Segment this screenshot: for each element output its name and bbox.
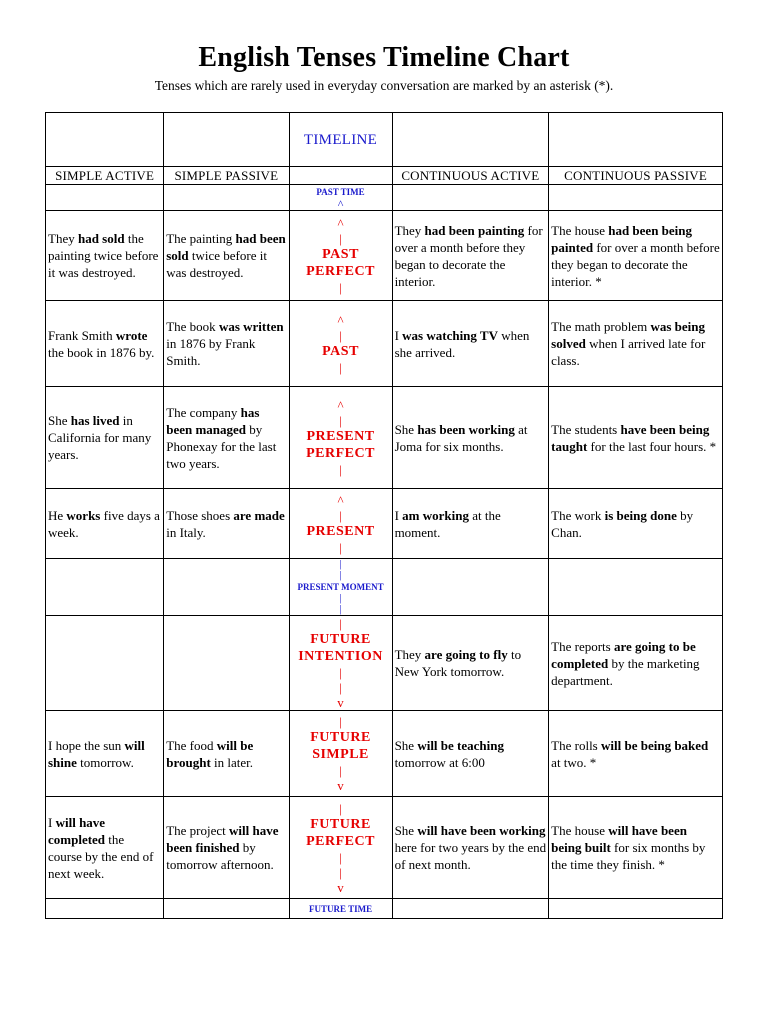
empty-cell — [46, 616, 164, 711]
future-intention-continuous-active: They are going to fly to New York tomorrow. — [392, 616, 549, 711]
future-time-row — [46, 899, 723, 919]
empty-cell — [164, 113, 289, 167]
empty-cell — [549, 113, 723, 167]
future-simple-label: | FUTURE SIMPLE | v — [289, 711, 392, 797]
present-simple-active: He works five days a week. — [46, 489, 164, 559]
future-simple-continuous-active: She will be teaching tomorrow at 6:00 — [392, 711, 549, 797]
empty-cell — [46, 185, 164, 211]
header-continuous-passive: CONTINUOUS PASSIVE — [549, 167, 723, 185]
past-simple-passive: The book was written in 1876 by Frank Smith. — [164, 301, 289, 387]
future-perfect-simple-passive: The project will have been finished by tomorrow afternoon. — [164, 797, 289, 899]
past-time-row — [46, 185, 723, 211]
table-title-row — [46, 113, 723, 167]
empty-cell — [392, 113, 549, 167]
empty-cell — [392, 559, 549, 616]
column-header-row — [46, 167, 723, 185]
present-continuous-active: I am working at the moment. — [392, 489, 549, 559]
present-simple-passive: Those shoes are made in Italy. — [164, 489, 289, 559]
page-subtitle: Tenses which are rarely used in everyday conversation are marked by an asterisk (*). — [154, 78, 614, 93]
empty-cell — [392, 899, 549, 919]
future-simple-continuous-passive: The rolls will be being baked at two. * — [549, 711, 723, 797]
past-perfect-simple-passive: The painting had been sold twice before it was destroyed. — [164, 211, 289, 301]
header-simple-active: SIMPLE ACTIVE — [46, 167, 164, 185]
empty-cell — [549, 559, 723, 616]
present-perfect-continuous-active: She has been working at Joma for six months. — [392, 387, 549, 489]
present-moment-marker: | | PRESENT MOMENT | | — [289, 559, 392, 616]
future-simple-simple-passive: The food will be brought in later. — [164, 711, 289, 797]
future-perfect-continuous-active: She will have been working here for two years by the end of next month. — [392, 797, 549, 899]
past-perfect-continuous-active: They had been painting for over a month before they began to decorate the interior. — [392, 211, 549, 301]
future-intention-label: | FUTURE INTENTION | | v — [289, 616, 392, 711]
page-title: English Tenses Timeline Chart — [198, 42, 570, 73]
empty-cell — [164, 559, 289, 616]
empty-cell — [164, 185, 289, 211]
table-row — [46, 797, 723, 899]
past-perfect-continuous-passive: The house had been being painted for over a month before they began to decorate the interior. * — [549, 211, 723, 301]
future-perfect-simple-active: I will have completed the course by the end of next week. — [46, 797, 164, 899]
past-time-marker: PAST TIME ^ — [289, 185, 392, 211]
future-time-marker: FUTURE TIME — [289, 899, 392, 919]
past-perfect-label: ^ | PAST PERFECT | — [289, 211, 392, 301]
header-timeline-blank — [289, 167, 392, 185]
table-row — [46, 211, 723, 301]
empty-cell — [164, 899, 289, 919]
present-perfect-continuous-passive: The students have been being taught for the last four hours. * — [549, 387, 723, 489]
future-perfect-label: | FUTURE PERFECT | | v — [289, 797, 392, 899]
table-row — [46, 616, 723, 711]
past-continuous-passive: The math problem was being solved when I arrived late for class. — [549, 301, 723, 387]
present-perfect-simple-passive: The company has been managed by Phonexay for the last two years. — [164, 387, 289, 489]
empty-cell — [549, 185, 723, 211]
past-label: ^ | PAST | — [289, 301, 392, 387]
present-label: ^ | PRESENT | — [289, 489, 392, 559]
table-row — [46, 489, 723, 559]
header-continuous-active: CONTINUOUS ACTIVE — [392, 167, 549, 185]
empty-cell — [46, 113, 164, 167]
empty-cell — [549, 899, 723, 919]
present-moment-row — [46, 559, 723, 616]
header-simple-passive: SIMPLE PASSIVE — [164, 167, 289, 185]
future-simple-simple-active: I hope the sun will shine tomorrow. — [46, 711, 164, 797]
present-continuous-passive: The work is being done by Chan. — [549, 489, 723, 559]
future-perfect-continuous-passive: The house will have been being built for six months by the time they finish. * — [549, 797, 723, 899]
empty-cell — [46, 899, 164, 919]
past-continuous-active: I was watching TV when she arrived. — [392, 301, 549, 387]
table-row — [46, 711, 723, 797]
tenses-table — [45, 112, 723, 919]
timeline-heading: TIMELINE — [289, 113, 392, 167]
present-perfect-simple-active: She has lived in California for many years. — [46, 387, 164, 489]
empty-cell — [164, 616, 289, 711]
future-intention-continuous-passive: The reports are going to be completed by the marketing department. — [549, 616, 723, 711]
present-perfect-label: ^ | PRESENT PERFECT | — [289, 387, 392, 489]
past-simple-active: Frank Smith wrote the book in 1876 by. — [46, 301, 164, 387]
empty-cell — [392, 185, 549, 211]
empty-cell — [46, 559, 164, 616]
table-row — [46, 387, 723, 489]
table-row — [46, 301, 723, 387]
past-perfect-simple-active: They had sold the painting twice before it was destroyed. — [46, 211, 164, 301]
